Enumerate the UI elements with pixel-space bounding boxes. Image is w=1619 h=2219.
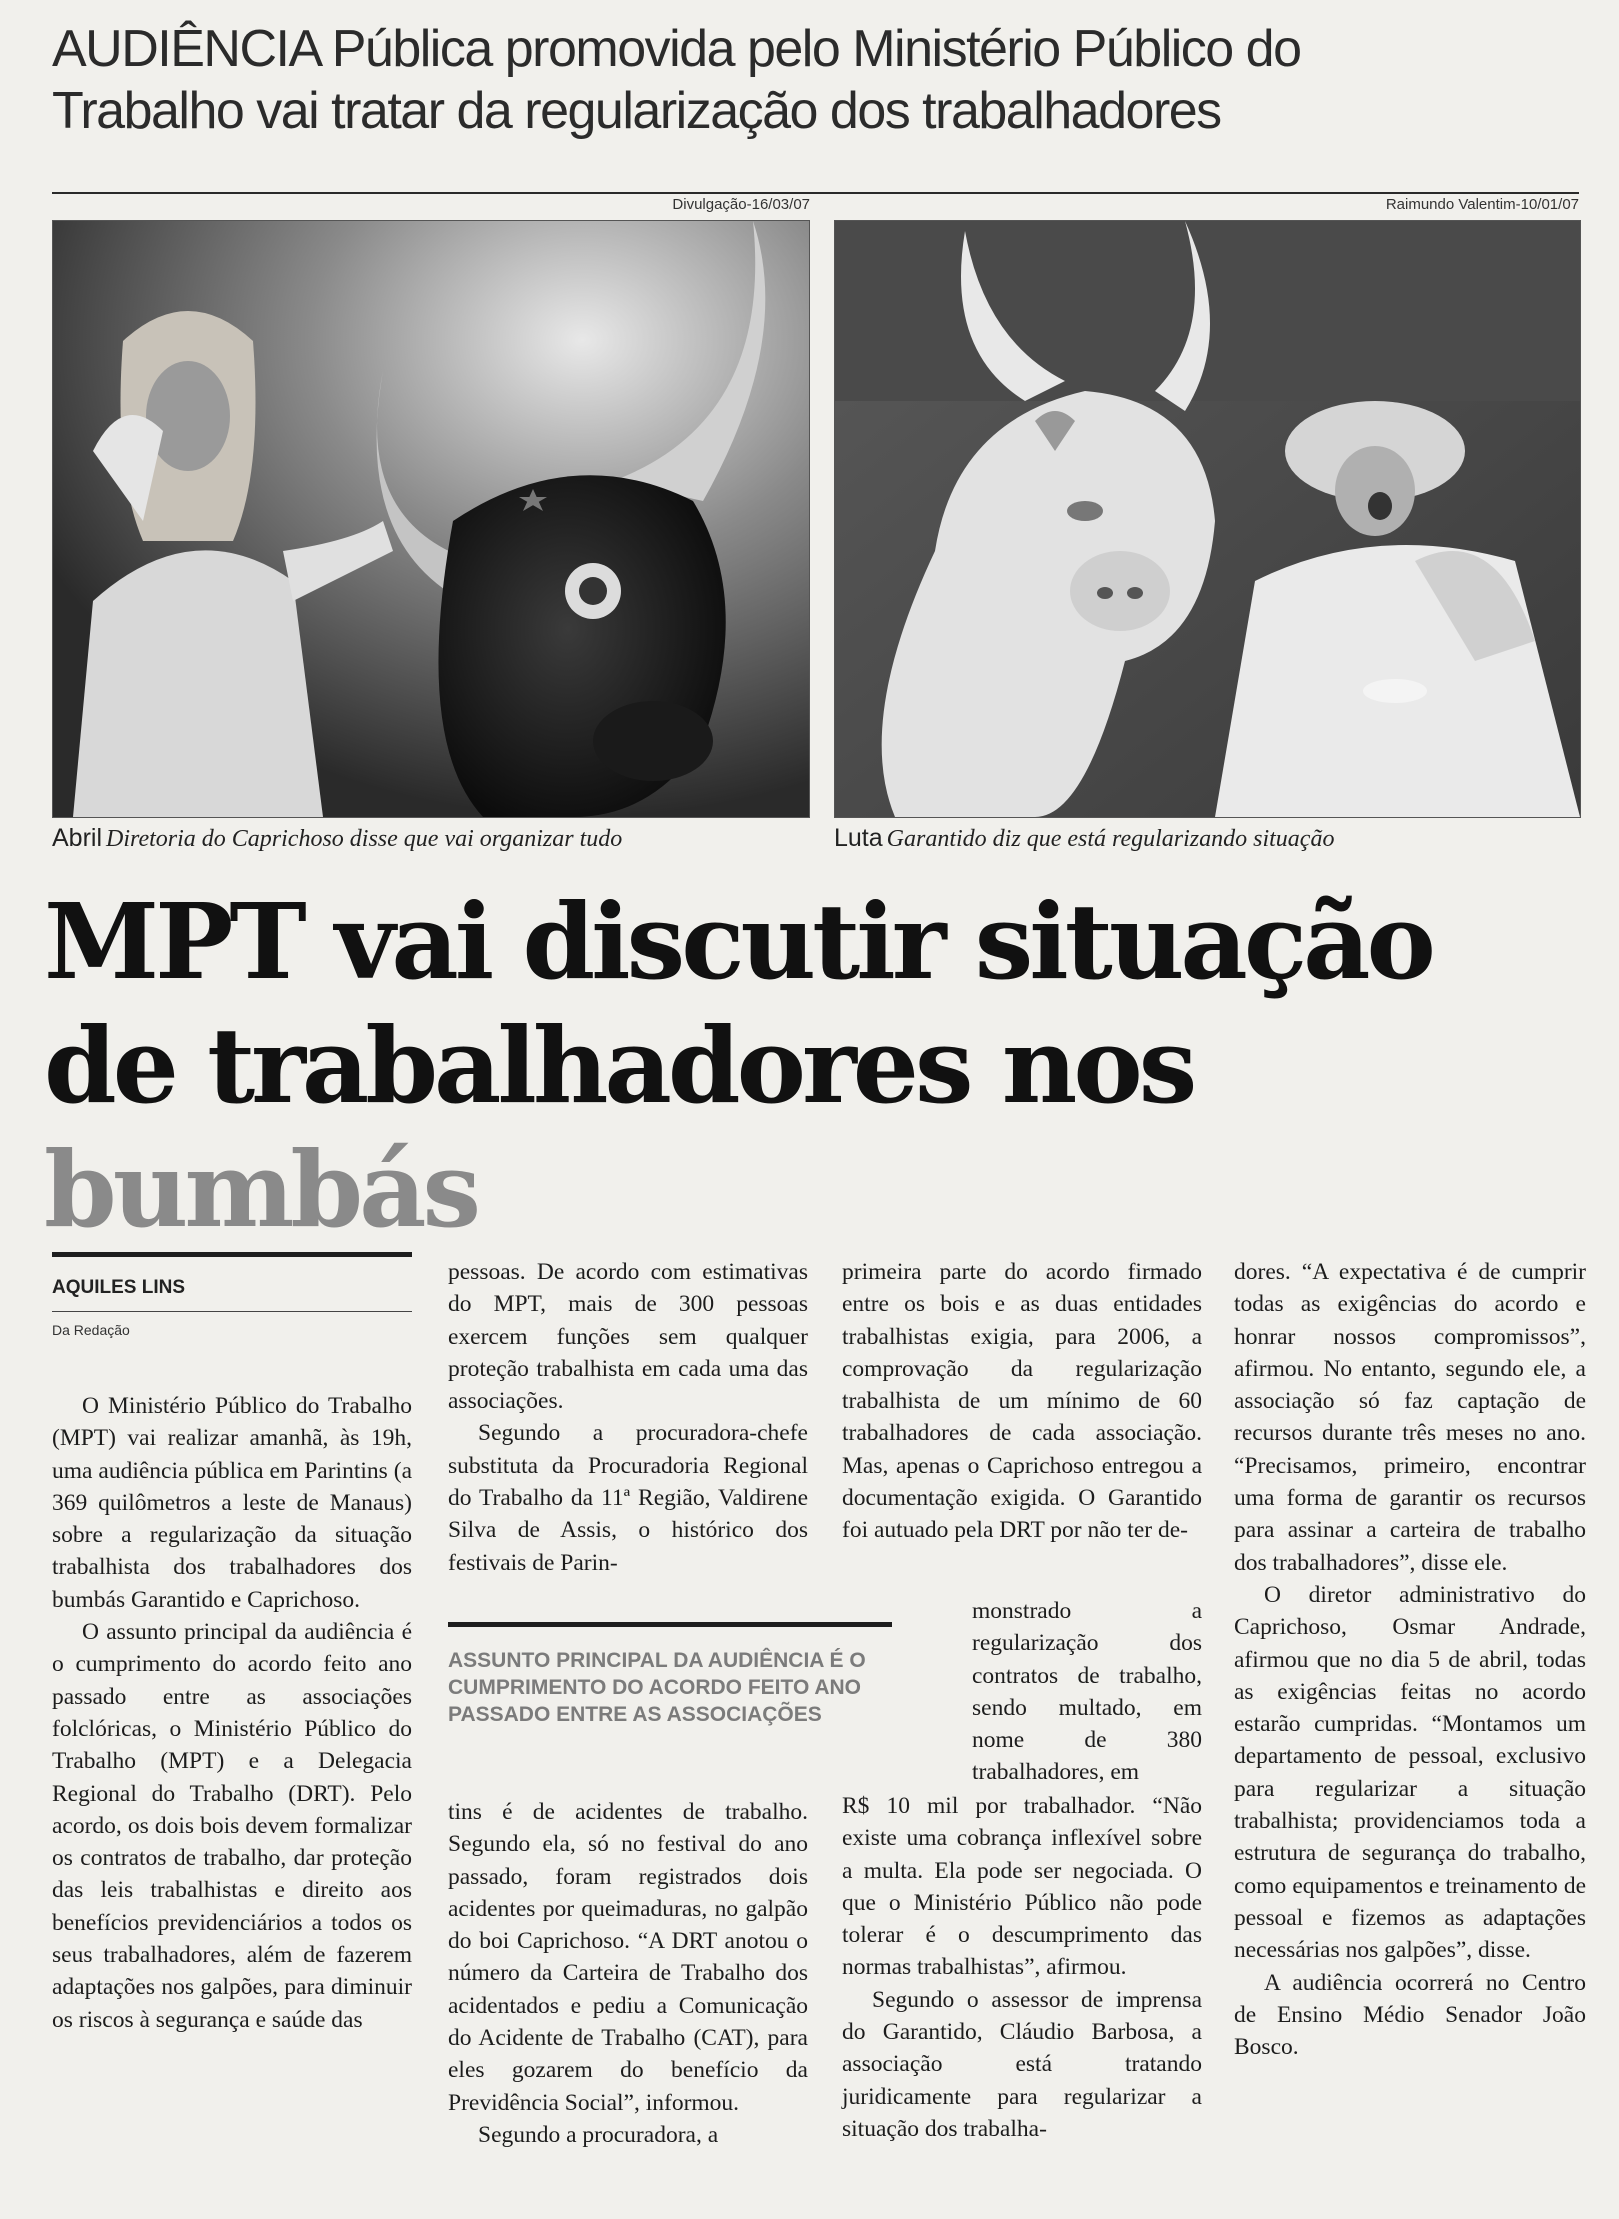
byline-divider bbox=[52, 1311, 412, 1312]
article-column-3-continued bbox=[842, 1790, 1202, 2190]
paragraph: O diretor administrativo do Caprichoso, Osmar Andrade, afirmou que no dia 5 de abril, todas as exigências feitas no acordo estarão cumpridas. “Montamos um departamento de pessoal, exclusivo para regularizar a situação trabalhista; providenciamos toda a estrutura de segurança do trabalho, como equipamentos e treinamento de pessoal e fizemos as adaptações necessárias nos galpões”, disse. bbox=[1234, 1581, 1586, 1964]
pull-quote bbox=[448, 1622, 892, 1728]
caption-text: Diretoria do Caprichoso disse que vai organizar tudo bbox=[106, 826, 623, 852]
article-kicker: AUDIÊNCIA Pública promovida pelo Ministério Público do Trabalho vai tratar da regularização dos trabalhadores bbox=[52, 20, 1301, 140]
headline-accent: bumbás bbox=[44, 1128, 478, 1251]
paragraph: tins é de acidentes de trabalho. Segundo ela, só no festival do ano passado, foram registrados dois acidentes por queimaduras, no galpão do boi Caprichoso. “A DRT anotou o número da Carteira de Trabalho dos acidentados e pediu a Comunicação do Acidente de Trabalho (CAT), para eles gozarem do benefício da Previdência Social”, informou. bbox=[448, 1799, 808, 2116]
paragraph: primeira parte do acordo firmado entre os bois e as duas entidades trabalhistas exigia, para 2006, a comprovação da regularização trabalhista de um mínimo de 60 trabalhadores de cada associação. Mas, apenas o Caprichoso entregou a documentação exigida. O Garantido foi autuado pela DRT por não ter de- bbox=[842, 1259, 1202, 1544]
article-column-3-wrap bbox=[972, 1595, 1202, 1795]
byline-rule bbox=[52, 1252, 412, 1257]
caption-text: Garantido diz que está regularizando situação bbox=[886, 826, 1335, 852]
caprichoso-bull-image bbox=[53, 221, 809, 817]
caption-label: Luta bbox=[834, 824, 883, 852]
paragraph: O assunto principal da audiência é o cumprimento do acordo feito ano passado entre as associações folclóricas, o Ministério Público do Trabalho (MPT) e a Delegacia Regional do Trabalho (DRT). Pelo acordo, os dois bois devem formalizar os contratos de trabalho, dar proteção das leis trabalhistas e direito aos benefícios previdenciários a todos os seus trabalhadores, além de fazerem adaptações nos galpões, para diminuir os riscos à segurança e saúde das bbox=[52, 1619, 412, 2033]
byline-author: AQUILES LINS bbox=[52, 1277, 186, 1298]
photo-credit-right: Raimundo Valentim-10/01/07 bbox=[1385, 196, 1579, 213]
top-divider bbox=[52, 192, 1579, 194]
photo-garantido bbox=[834, 220, 1581, 818]
photo-caprichoso bbox=[52, 220, 810, 818]
paragraph: Segundo o assessor de imprensa do Garantido, Cláudio Barbosa, a associação está tratando juridicamente para regularizar a situação dos trabalha- bbox=[842, 1986, 1202, 2142]
article-headline bbox=[44, 880, 1594, 1252]
paragraph: pessoas. De acordo com estimativas do MPT, mais de 300 pessoas exercem funções sem qualquer proteção trabalhista em cada uma das associações. bbox=[448, 1259, 808, 1415]
article-column-4 bbox=[1234, 1256, 1586, 2196]
article-column-1 bbox=[52, 1390, 412, 2190]
paragraph: monstrado a regularização dos contratos de trabalho, sendo multado, em nome de 380 trabalhadores, em bbox=[972, 1598, 1202, 1786]
pull-quote-rule bbox=[448, 1622, 892, 1627]
caption-label: Abril bbox=[52, 824, 103, 852]
photo-caption-right bbox=[834, 824, 1334, 853]
byline bbox=[52, 1252, 412, 1338]
paragraph: dores. “A expectativa é de cumprir todas as exigências do acordo e honrar nossos compromissos”, afirmou. No entanto, segundo ele, a associação só faz captação de recursos durante três meses no ano. “Precisamos, primeiro, encontrar uma forma de garantir os recursos para assinar a carteira de trabalho dos trabalhadores”, disse ele. bbox=[1234, 1259, 1586, 1576]
article-column-2-continued bbox=[448, 1796, 808, 2196]
paragraph: Segundo a procuradora, a bbox=[478, 2121, 719, 2148]
garantido-bull-image bbox=[835, 221, 1580, 817]
photo-caption-left bbox=[52, 824, 622, 853]
photo-credit-left: Divulgação-16/03/07 bbox=[672, 196, 810, 213]
byline-desk: Da Redação bbox=[52, 1322, 130, 1338]
pull-quote-text: ASSUNTO PRINCIPAL DA AUDIÊNCIA É O CUMPRIMENTO DO ACORDO FEITO ANO PASSADO ENTRE AS ASSOCIAÇÕES bbox=[448, 1649, 866, 1726]
paragraph: Segundo a procuradora-chefe substituta da Procuradoria Regional do Trabalho da 11ª Região, Valdirene Silva de Assis, o histórico dos festivais de Parin- bbox=[448, 1420, 808, 1576]
paragraph: A audiência ocorrerá no Centro de Ensino Médio Senador João Bosco. bbox=[1234, 1969, 1586, 2061]
paragraph: R$ 10 mil por trabalhador. “Não existe uma cobrança inflexível sobre a multa. Ela pode ser negociada. O que o Ministério Público não pode tolerar é o descumprimento das normas trabalhistas”, afirmou. bbox=[842, 1793, 1202, 1981]
headline-main: MPT vai discutir situação de trabalhadores nos bbox=[44, 880, 1432, 1127]
paragraph: O Ministério Público do Trabalho (MPT) vai realizar amanhã, às 19h, uma audiência pública em Parintins (a 369 quilômetros a leste de Manaus) sobre a regularização da situação trabalhista dos trabalhadores dos bumbás Garantido e Caprichoso. bbox=[52, 1393, 412, 1613]
